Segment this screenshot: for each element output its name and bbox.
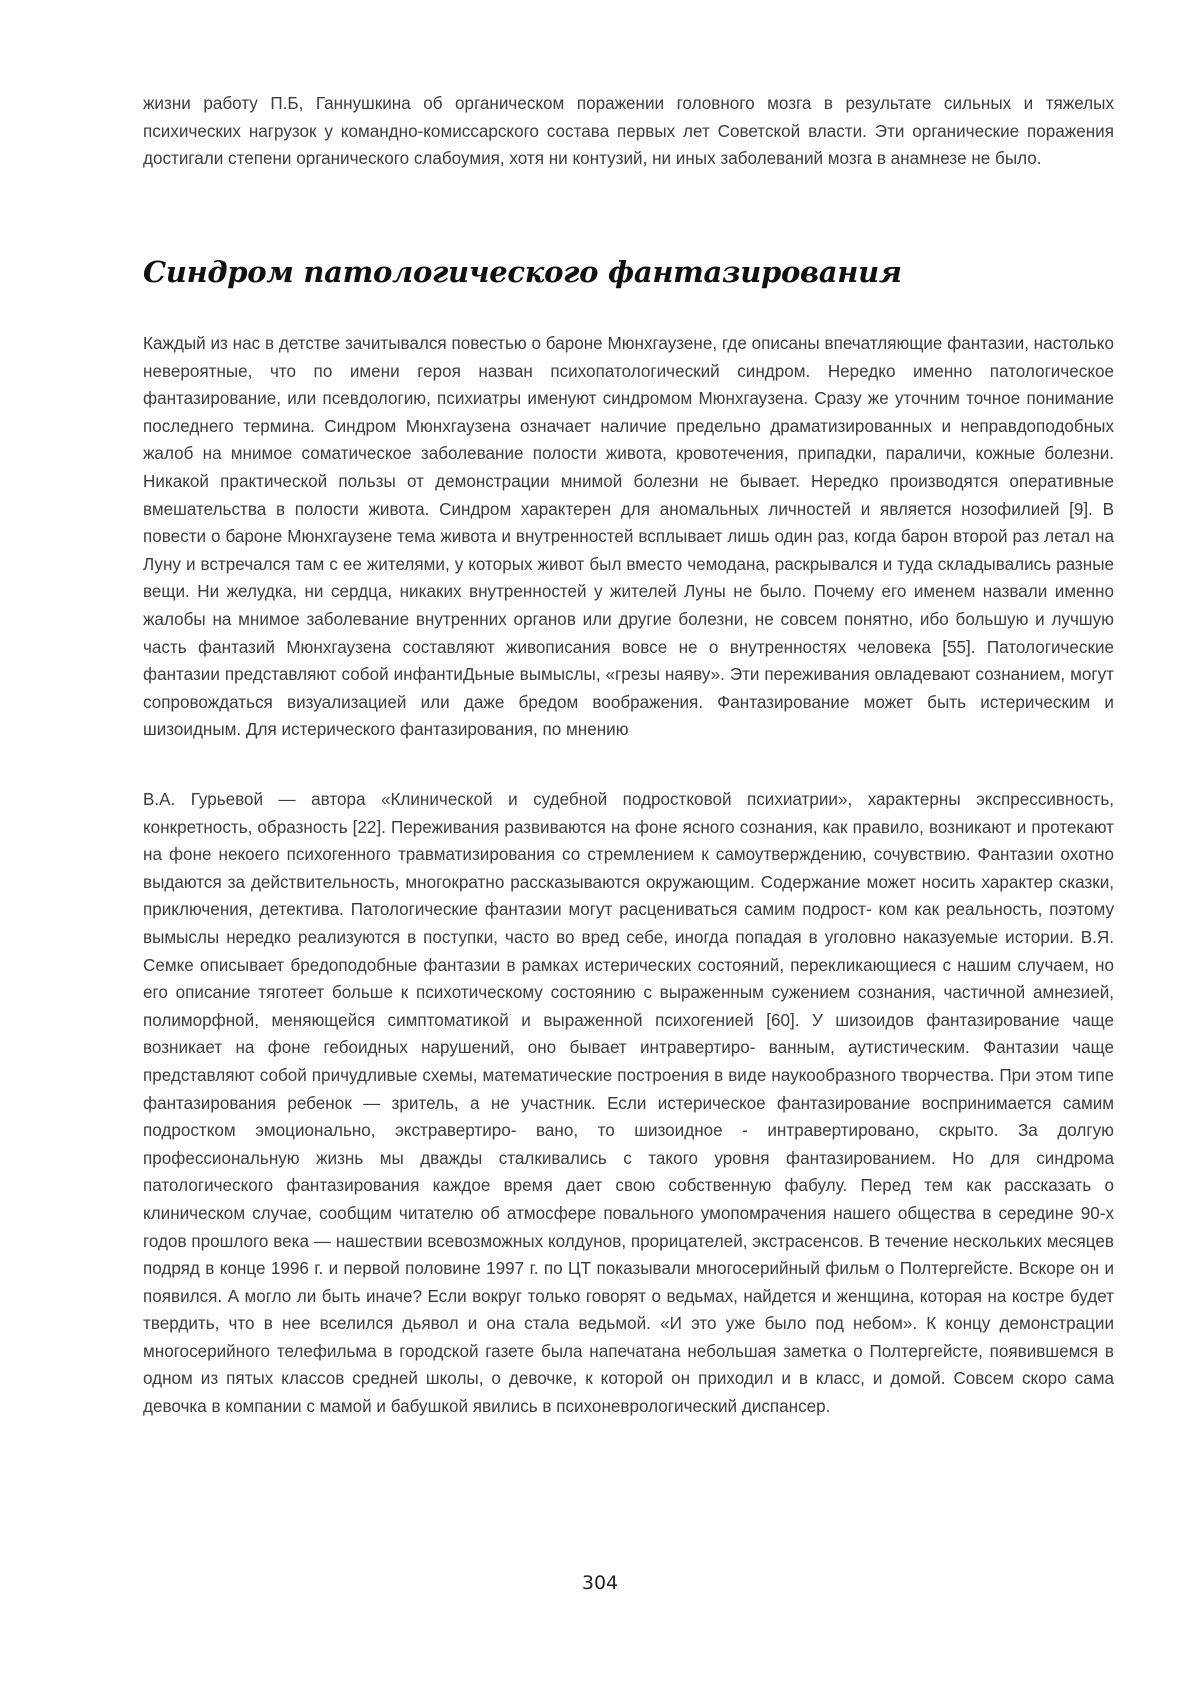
body-paragraph: Каждый из нас в детстве зачитывался повестью о бароне Мюнхгаузене, где описаны впечатляющие фантазии, настолько невероятные, что по имени героя назван психопатологический синдром. Нередко именно патологическое фантазирование, или псевдологию, психиатры именуют синдромом Мюнхгаузена. Сразу же уточним точное понимание последнего термина. Синдром Мюнхгаузена означает наличие предельно драматизированных и неправдоподобных жалоб на мнимое соматическое заболевание полости живота, кровотечения, припадки, параличи, кожные болезни. Никакой практической пользы от демонстрации мнимой болезни не бывает. Нередко производятся оперативные вмешательства в полости живота. Синдром характерен для аномальных личностей и является нозофилией [9]. В повести о бароне Мюнхгаузене тема живота и внутренностей всплывает лишь один раз, когда барон второй раз летал на Луну и встречался там с ее жителями, у которых живот был вместо чемодана, раскрывался и туда складывались разные вещи. Ни желудка, ни сердца, никаких внутренностей у жителей Луны не было. Почему его именем назвали именно жалобы на мнимое заболевание внутренних органов или другие болезни, не совсем понятно, ибо большую и лучшую часть фантазий Мюнхгаузена составляют живописания вовсе не о внутренностях человека [55]. Патологические фантазии представляют собой инфантиДьные вымыслы, «грезы наяву». Эти переживания овладевают сознанием, могут сопровождаться визуализацией или даже бредом воображения. Фантазирование может быть истерическим и шизоидным. Для истерического фантазирования, по мнению — [143, 334, 1114, 740]
intro-paragraph: жизни работу П.Б, Ганнушкина об органическом поражении головного мозга в результате сильных и тяжелых психических нагрузок у командно-комиссарского состава первых лет Советской власти. Эти органические поражения достигали степени органического слабоумия, хотя ни контузий, ни иных заболеваний мозга в анамнезе не было. — [143, 94, 1114, 169]
page-number: 304 — [581, 1572, 619, 1594]
body-paragraph: В.А. Гурьевой — автора «Клинической и судебной подростковой психиатрии», характерны экспрессивность, конкретность, образность [22]. Переживания развиваются на фоне ясного сознания, как правило, возникают и протекают на фоне некоего психогенного травматизирования со стремлением к самоутверждению, сочувствию. Фантазии охотно выдаются за действительность, многократно рассказываются окружающим. Содержание может носить характер сказки, приключения, детектива. Патологические фантазии могут расцениваться самим подрост- ком как реальность, поэтому вымыслы нередко реализуются в поступки, часто во вред себе, иногда попадая в уголовно наказуемые истории. В.Я. Семке описывает бредоподобные фантазии в рамках истерических состояний, перекликающиеся с нашим случаем, но его описание тяготеет больше к психотическому состоянию с выраженным сужением сознания, частичной амнезией, полиморфной, меняющейся симптоматикой и выраженной психогенией [60]. У шизоидов фантазирование чаще возникает на фоне гебоидных нарушений, оно бывает интравертиро- ванным, аутистическим. Фантазии чаще представляют собой причудливые схемы, математические построения в виде наукообразного творчества. При этом типе фантазирования ребенок — зритель, а не участник. Если истерическое фантазирование воспринимается самим подростком эмоционально, экстравертиро- вано, то шизоидное - интравертировано, скрыто. За долгую профессиональную жизнь мы дважды сталкивались с такого уровня фантазированием. Но для синдрома патологического фантазирования каждое время дает свою собственную фабулу. Перед тем как рассказать о клиническом случае, сообщим читателю об атмосфере повального умопомрачения нашего общества в середине 90-х годов прошлого века — нашествии всевозможных колдунов, прорицателей, экстрасенсов. В течение нескольких месяцев подряд в конце 1996 г. и первой половине 1997 г. по ЦТ показывали многосерийный фильм о Полтергейсте. Вскоре он и появился. А могло ли быть иначе? Если вокруг только говорят о ведьмах, найдется и женщина, которая на костре будет твердить, что в нее вселился дьявол и она стала ведьмой. «И это уже было под небом». К концу демонстрации многосерийного телефильма в городской газете была напечатана небольшая заметка о Полтергейсте, появившемся в одном из пятых классов средней школы, о девочке, к которой он приходил и в класс, и домой. Совсем скоро сама девочка в компании с мамой и бабушкой явились в психоневрологический диспансер. — [143, 790, 1114, 1417]
section-heading: Синдром патологического фантазирования — [143, 255, 902, 289]
